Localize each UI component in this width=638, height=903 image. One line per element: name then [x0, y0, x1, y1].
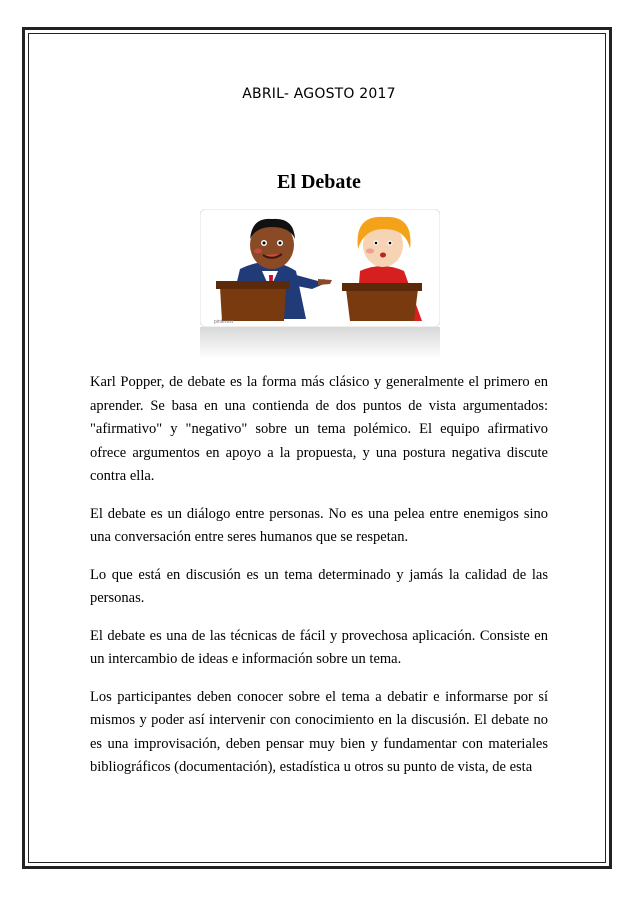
debate-illustration [200, 209, 440, 359]
paragraph: El debate es una de las técnicas de fácil y provechosa aplicación. Consiste en un intercambio de ideas e información sobre un tema. [90, 627, 548, 667]
paragraph: El debate es un diálogo entre personas. No es una pelea entre enemigos sino una conversación entre seres humanos que se respetan. [90, 505, 548, 545]
paragraph: Los participantes deben conocer sobre el tema a debatir e informarse por sí mismos y poder así intervenir con conocimiento en la discusión. El debate no es una improvisación, deben pensar muy bien y fundamentar con materiales bibliográficos (documentación), estadística u otros su punto de vista, de esta [90, 688, 548, 775]
body-text [90, 371, 548, 794]
header-date: ABRIL- AGOSTO 2017 [242, 86, 396, 102]
watermark-text: pinterest [214, 319, 234, 325]
paragraph: Lo que está en discusión es un tema determinado y jamás la calidad de las personas. [90, 566, 548, 606]
page-title: El Debate [277, 171, 361, 193]
paragraph: Karl Popper, de debate es la forma más clásico y generalmente el primero en aprender. Se basa en una contienda de dos puntos de vista argumentados: "afirmativo" y "negativo" sobre un tema polémico. El equipo afirmativo ofrece argumentos en apoyo a la propuesta, y una postura negativa discute contra ella. [90, 374, 548, 484]
